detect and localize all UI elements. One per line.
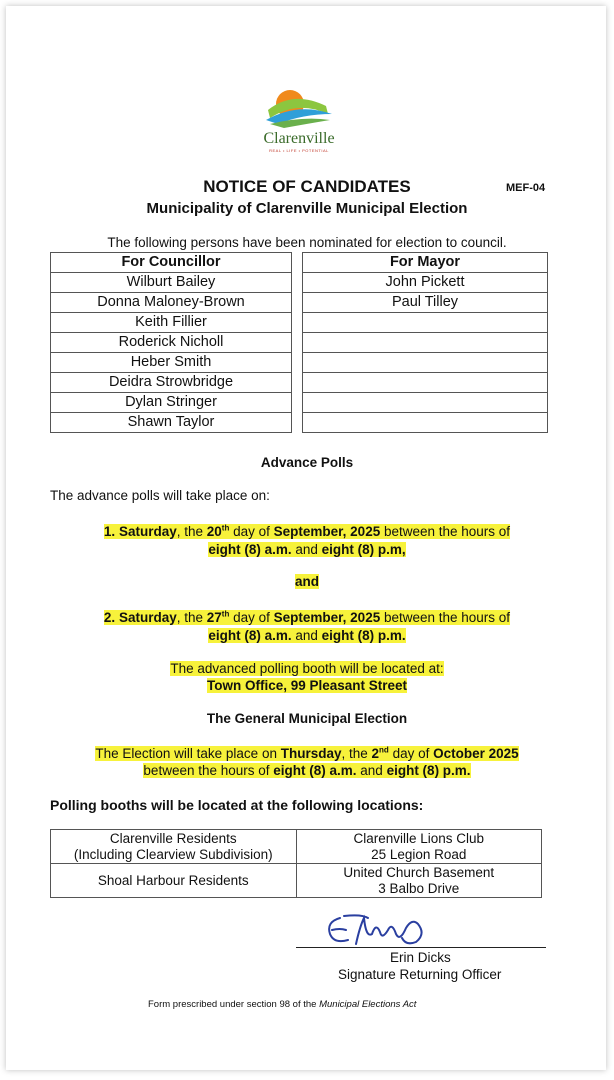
mayor-table (302, 252, 548, 433)
councillor-name: Dylan Stringer (51, 393, 292, 413)
form-footer: Form prescribed under section 98 of the Municipal Elections Act (148, 999, 417, 1010)
advance-poll-2: 2. Saturday, the 27th day of September, 2025 between the hours of eight (8) a.m. and eight (8) p.m. (103, 609, 511, 643)
councillor-name: Wilburt Bailey (51, 273, 292, 293)
logo-tagline: REAL • LIFE • POTENTIAL (269, 148, 329, 153)
councillor-name: Shawn Taylor (51, 413, 292, 433)
general-election-heading: The General Municipal Election (206, 711, 408, 726)
councillor-name: Donna Maloney-Brown (51, 293, 292, 313)
polling-locations-heading: Polling booths will be located at the following locations: (50, 797, 424, 813)
logo-name: Clarenville (263, 130, 335, 147)
returning-officer-name: Erin Dicks (390, 950, 451, 965)
advance-polls-intro: The advance polls will take place on: (50, 488, 270, 503)
mayor-heading: For Mayor (303, 253, 548, 273)
table-row (51, 830, 542, 864)
residents-cell: Shoal Harbour Residents (51, 864, 297, 898)
table-row (51, 864, 542, 898)
mayor-name (303, 353, 548, 373)
councillor-name: Keith Fillier (51, 313, 292, 333)
councillor-heading: For Councillor (51, 253, 292, 273)
form-number: MEF-04 (506, 182, 546, 194)
mayor-name: Paul Tilley (303, 293, 548, 313)
general-election-details: The Election will take place on Thursday, the 2nd day of October 2025 between the hours of eight (8) a.m. and eight (8) p.m. (95, 745, 519, 778)
location-cell: Clarenville Lions Club 25 Legion Road (296, 830, 542, 864)
location-cell: United Church Basement 3 Balbo Drive (296, 864, 542, 898)
councillor-name: Heber Smith (51, 353, 292, 373)
advance-poll-1: 1. Saturday, the 20th day of September, 2025 between the hours of eight (8) a.m. and eight (8) p.m, (103, 523, 511, 557)
mayor-name (303, 373, 548, 393)
polling-locations-table (50, 829, 542, 898)
act-name: Municipal Elections Act (319, 999, 417, 1010)
notice-title: NOTICE OF CANDIDATES (203, 177, 411, 196)
mayor-name (303, 313, 548, 333)
and-separator: and (294, 574, 319, 589)
nomination-intro: The following persons have been nominated for election to council. (107, 235, 507, 250)
mayor-name (303, 393, 548, 413)
advance-booth-location: Town Office, 99 Pleasant Street (206, 678, 408, 693)
handwritten-signature (322, 908, 442, 956)
returning-officer-role: Signature Returning Officer (338, 967, 502, 982)
residents-cell: Clarenville Residents (Including Clearview Subdivision) (51, 830, 297, 864)
advance-booth: The advanced polling booth will be located at: Town Office, 99 Pleasant Street (170, 661, 444, 693)
mayor-name: John Pickett (303, 273, 548, 293)
councillor-name: Roderick Nicholl (51, 333, 292, 353)
mayor-name (303, 333, 548, 353)
councillor-name: Deidra Strowbridge (51, 373, 292, 393)
advance-polls-heading: Advance Polls (260, 455, 354, 470)
signature-line (296, 947, 546, 948)
mayor-name (303, 413, 548, 433)
councillor-table (50, 252, 292, 433)
notice-subtitle: Municipality of Clarenville Municipal Election (146, 200, 468, 217)
